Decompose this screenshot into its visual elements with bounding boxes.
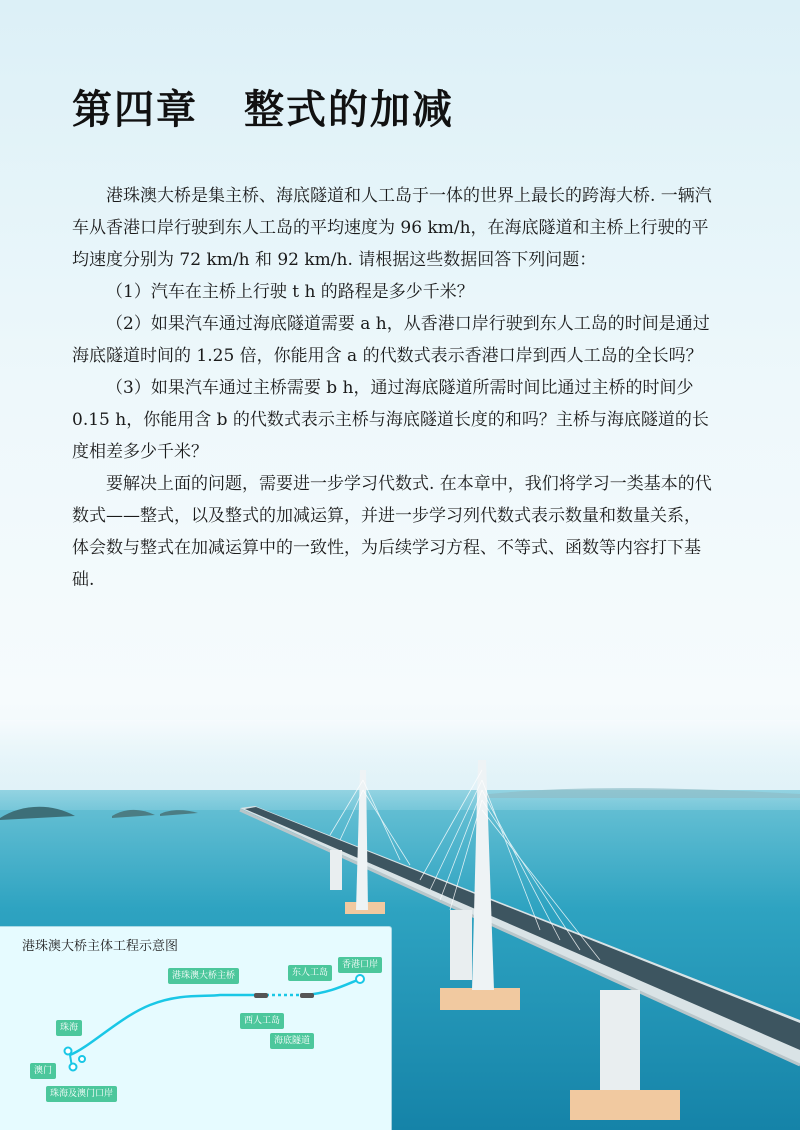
chapter-intro	[72, 180, 712, 596]
pier-base	[440, 988, 520, 1010]
east-island-marker	[300, 993, 314, 998]
label-east-island: 东人工岛	[288, 965, 332, 981]
schematic-title: 港珠澳大桥主体工程示意图	[22, 939, 179, 954]
label-west-island: 西人工岛	[240, 1013, 284, 1029]
port-marker	[79, 1056, 85, 1062]
macau-marker	[70, 1064, 77, 1071]
chapter-number: 第四章	[72, 87, 198, 133]
question-3: （3）如果汽车通过主桥需要 b h，通过海底隧道所需时间比通过主桥的时间少 0.15 h，你能用含 b 的代数式表示主桥与海底隧道长度的和吗？主桥与海底隧道的长度相差多少千米？	[72, 378, 709, 462]
question-2: （2）如果汽车通过海底隧道需要 a h，从香港口岸行驶到东人工岛的时间是通过海底隧道时间的 1.25 倍，你能用含 a 的代数式表示香港口岸到西人工岛的全长吗？	[72, 314, 710, 366]
chapter-overview: 要解决上面的问题，需要进一步学习代数式. 在本章中，我们将学习一类基本的代数式——整式，以及整式的加减运算，并进一步学习列代数式表示数量和数量关系，体会数与整式在加减运算中的一致性，为后续学习方程、不等式、函数等内容打下基础.	[72, 474, 712, 590]
west-island-marker	[254, 993, 268, 998]
pier	[330, 850, 342, 890]
label-macau: 澳门	[30, 1063, 56, 1079]
question-1: （1）汽车在主桥上行驶 t h 的路程是多少千米？	[106, 282, 474, 302]
project-schematic	[0, 927, 391, 1130]
hk-port-marker	[356, 975, 364, 983]
chapter-title	[72, 78, 454, 135]
main-bridge-route	[70, 995, 260, 1055]
label-main-bridge: 港珠澳大桥主桥	[168, 968, 239, 984]
label-zhuhai-macau-port: 珠海及澳门口岸	[46, 1086, 117, 1102]
east-route	[305, 979, 360, 995]
pier	[450, 910, 472, 980]
pier-base	[570, 1090, 680, 1120]
intro-paragraph: 港珠澳大桥是集主桥、海底隧道和人工岛于一体的世界上最长的跨海大桥. 一辆汽车从香港口岸行驶到东人工岛的平均速度为 96 km/h，在海底隧道和主桥上行驶的平均速度分别为 72 km/h 和 92 km/h. 请根据这些数据回答下列问题：	[72, 186, 712, 270]
label-hk-port: 香港口岸	[338, 957, 382, 973]
pier	[600, 990, 640, 1100]
zhuhai-marker	[65, 1048, 72, 1055]
label-tunnel: 海底隧道	[270, 1033, 314, 1049]
label-zhuhai: 珠海	[56, 1020, 82, 1036]
chapter-name: 整式的加减	[244, 87, 454, 133]
